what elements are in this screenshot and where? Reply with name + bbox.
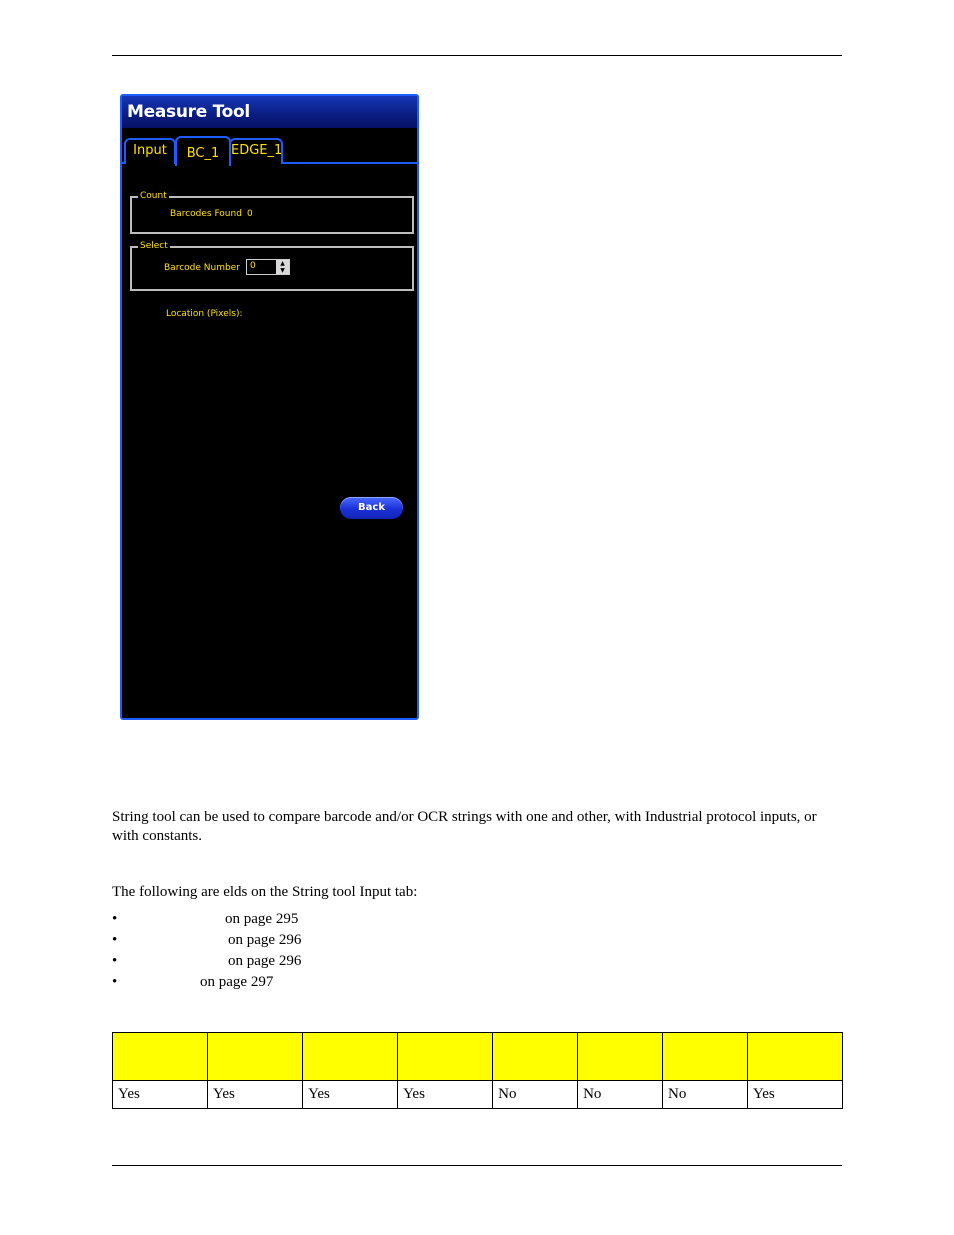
table-header-cell — [113, 1033, 208, 1081]
spinner-up-icon[interactable]: ▲ — [280, 260, 285, 267]
table-cell: No — [578, 1081, 663, 1109]
table-header-cell — [303, 1033, 398, 1081]
tab-input[interactable]: Input — [124, 138, 176, 164]
fields-intro: The following are elds on the String tool Input tab: — [112, 884, 418, 900]
barcodes-found-value: 0 — [247, 209, 253, 219]
select-legend: Select — [140, 241, 168, 251]
table-header-cell — [747, 1033, 842, 1081]
table-cell: Yes — [398, 1081, 493, 1109]
table-header-cell — [493, 1033, 578, 1081]
barcode-number-spinner[interactable] — [246, 259, 290, 275]
back-button[interactable]: Back — [340, 497, 403, 519]
table-cell: Yes — [208, 1081, 303, 1109]
table-header-cell — [398, 1033, 493, 1081]
header-rule — [112, 55, 842, 56]
table-cell: Yes — [113, 1081, 208, 1109]
table-header-cell — [208, 1033, 303, 1081]
table-cell: Yes — [303, 1081, 398, 1109]
window-title: Measure Tool — [127, 102, 250, 122]
list-item-text[interactable]: on page 296 — [228, 932, 302, 948]
intro-paragraph: String tool can be used to compare barcode and/or OCR strings with one and other, with Industrial protocol inputs, or with constants. — [112, 809, 817, 844]
table-header-cell — [663, 1033, 748, 1081]
table-header-cell — [578, 1033, 663, 1081]
table-cell: Yes — [747, 1081, 842, 1109]
compatibility-table — [112, 1032, 843, 1109]
list-item-text[interactable]: on page 296 — [228, 953, 302, 969]
spinner-down-icon[interactable]: ▼ — [280, 267, 285, 274]
spinner-arrows[interactable] — [276, 260, 289, 274]
tab-bc-1[interactable]: BC_1 — [175, 136, 231, 166]
list-item-text[interactable]: on page 295 — [225, 911, 299, 927]
measure-tool-window — [120, 94, 419, 720]
count-legend: Count — [140, 191, 167, 201]
barcodes-found-label: Barcodes Found — [170, 209, 242, 219]
window-title-bar — [122, 96, 417, 128]
table-cell: No — [493, 1081, 578, 1109]
table-header-row — [113, 1033, 843, 1081]
footer-rule — [112, 1165, 842, 1166]
location-label: Location (Pixels): — [166, 309, 243, 319]
table-row — [113, 1081, 843, 1109]
barcode-number-value[interactable]: 0 — [250, 261, 256, 271]
table-cell: No — [663, 1081, 748, 1109]
list-item-text[interactable]: on page 297 — [200, 974, 274, 990]
tab-edge-1[interactable]: EDGE_1 — [229, 138, 283, 164]
barcode-number-label: Barcode Number — [164, 263, 240, 273]
